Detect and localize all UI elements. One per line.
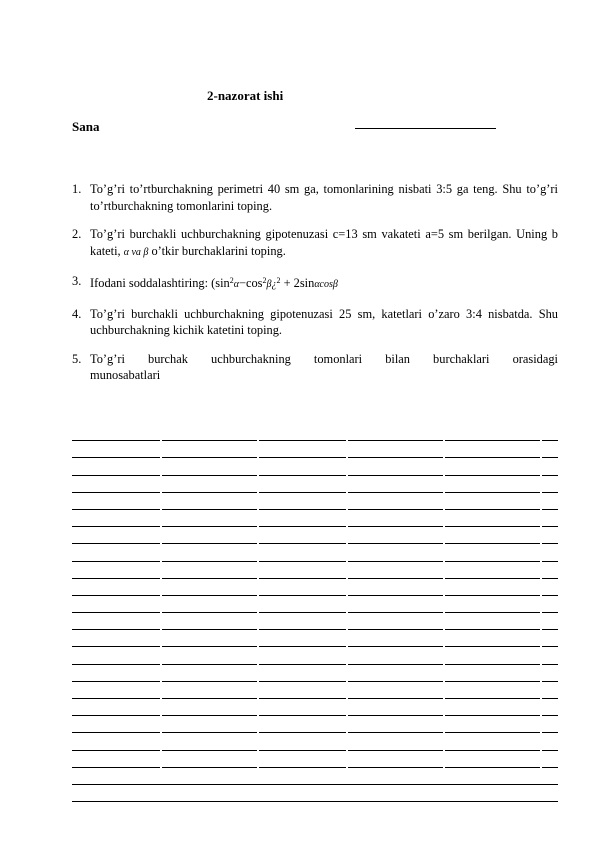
answer-line — [72, 785, 558, 802]
task-text: To’g’ri to’rtburchakning perimetri 40 sm ga, tomonlarining nisbati 3:5 ga teng. Shu to’g’ri to’rtburchakning tomonlarini toping. — [90, 182, 558, 213]
date-line — [355, 128, 496, 129]
answer-line — [72, 579, 558, 596]
task-number: 2. — [72, 227, 82, 241]
answer-line — [72, 647, 558, 664]
answer-line — [72, 510, 558, 527]
task-number: 5. — [72, 351, 82, 366]
line-break — [257, 424, 259, 784]
answer-line — [72, 458, 558, 475]
answer-line — [72, 476, 558, 493]
task-1 — [72, 181, 558, 214]
answer-line — [72, 544, 558, 561]
task-number: 4. — [72, 306, 82, 321]
answer-line — [72, 596, 558, 613]
line-break — [540, 424, 542, 784]
answer-line — [72, 527, 558, 544]
task-3 — [72, 273, 558, 294]
answer-line — [72, 424, 558, 441]
math-alpha: α — [233, 279, 239, 290]
answer-line — [72, 493, 558, 510]
math-product: αcosβ — [314, 279, 338, 290]
math-beta: β — [266, 279, 272, 290]
answer-line — [72, 699, 558, 716]
answer-line — [72, 733, 558, 750]
answer-line — [72, 562, 558, 579]
task-5 — [72, 351, 558, 384]
task-2 — [72, 226, 558, 261]
task-text: To’g’ri burchakli uchburchakning gipotenuzasi c=13 sm vakateti a=5 sm berilgan. Uning b kateti, α va β o’tkir burchaklarini toping. — [90, 227, 558, 258]
answer-line — [72, 682, 558, 699]
task-text: To’g’ri burchakli uchburchakning gipotenuzasi 25 sm, katetlari o’zaro 3:4 nisbatda. Shu uchburchakning kichik katetini toping. — [90, 306, 558, 337]
date-label: Sana — [72, 119, 100, 134]
answer-line — [72, 751, 558, 768]
page-title: 2-nazorat ishi — [207, 88, 284, 103]
task-number: 1. — [72, 182, 82, 196]
line-break — [160, 424, 162, 784]
answer-line — [72, 441, 558, 458]
task-text: To’g’ri burchak uchburchakning tomonlari bilan burchaklari orasidagi munosabatlari — [90, 351, 558, 382]
math-expression: α va β — [123, 246, 149, 258]
answer-line — [72, 768, 558, 785]
task-4 — [72, 306, 558, 339]
answer-lines — [72, 424, 558, 802]
task-text: Ifodani soddalashtiring: ($\sin^2\alpha-\cos^2\beta¿^2 + 2\sin\alpha\cos\beta$ — [90, 276, 338, 290]
line-break — [346, 424, 348, 784]
answer-line — [72, 665, 558, 682]
task-list — [72, 181, 558, 384]
answer-line — [72, 716, 558, 733]
line-break — [443, 424, 445, 784]
answer-line — [72, 613, 558, 630]
answer-line — [72, 630, 558, 647]
task-number: 3. — [72, 274, 82, 288]
